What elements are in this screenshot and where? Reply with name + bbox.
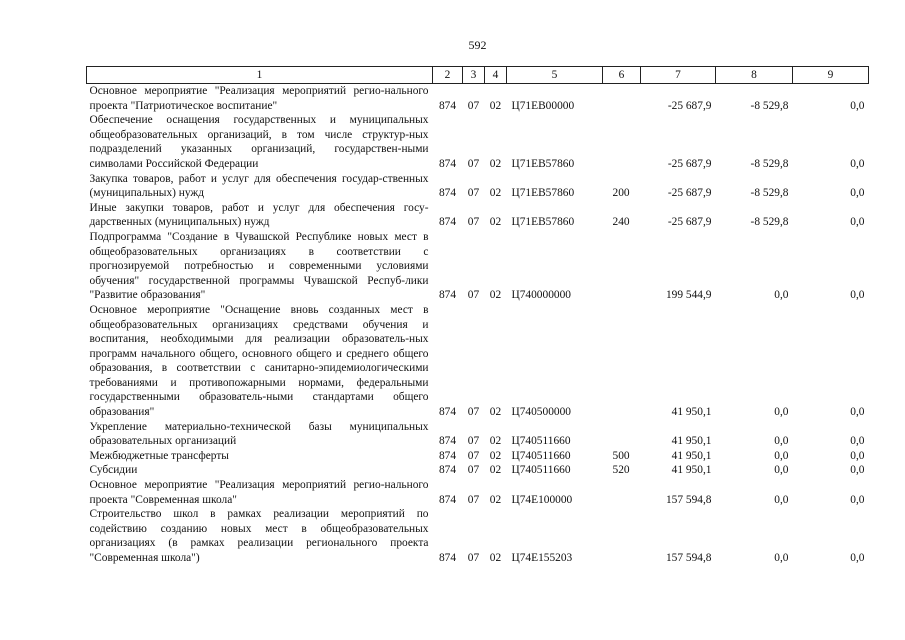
amount-col8-cell: 0,0	[774, 406, 789, 419]
target-article-cell: Ц74E100000	[511, 493, 573, 506]
row-name-cell: Закупка товаров, работ и услуг для обеспечения государ-ственных (муниципальных) нужд	[89, 172, 429, 200]
target-article-cell: Ц71EВ00000	[511, 99, 575, 112]
header-cell: 2	[433, 67, 463, 84]
subsection-code-cell: 02	[489, 187, 502, 200]
section-code-cell: 07	[467, 99, 480, 112]
amount-col8-cell: -8 529,8	[750, 99, 789, 112]
ministry-code-cell: 874	[438, 406, 457, 419]
ministry-code-cell: 874	[438, 493, 457, 506]
header-cell: 3	[463, 67, 485, 84]
target-article-cell: Ц740511660	[511, 449, 571, 462]
section-code-cell: 07	[467, 493, 480, 506]
amount-col9-cell: 0,0	[850, 552, 865, 564]
amount-col7-cell: 41 950,1	[671, 435, 712, 448]
ministry-code-cell: 874	[438, 157, 457, 170]
row-name-cell: Строительство школ в рамках реализации мероприятий по содействию созданию новых мест в общеобразовательных организациях (в рамках реализации регионального проекта "Современная школа")	[89, 508, 429, 564]
amount-col9-cell: 0,0	[850, 406, 865, 419]
section-code-cell: 07	[467, 449, 480, 462]
amount-col9-cell: 0,0	[850, 216, 865, 229]
header-cell: 8	[716, 67, 793, 84]
section-code-cell: 07	[467, 187, 480, 200]
table-row	[87, 84, 869, 114]
amount-col8-cell: -8 529,8	[750, 187, 789, 200]
amount-col9-cell: 0,0	[850, 187, 865, 200]
expense-type-cell	[603, 113, 641, 171]
row-name-cell: Основное мероприятие "Реализация мероприятий регио-нального проекта "Патриотическое воспитание"	[89, 85, 429, 112]
amount-col8-cell: -8 529,8	[750, 157, 789, 170]
expense-type-cell	[603, 84, 641, 114]
row-name-cell: Подпрограмма "Создание в Чувашской Республике новых мест в общеобразовательных организациях в соответствии с прогнозируемой потребностью и современными условиями обучения" государственной программы Чувашской Респуб-лики "Развитие образования"	[89, 230, 429, 302]
expense-type-cell: 200	[612, 187, 630, 200]
subsection-code-cell: 02	[489, 289, 502, 302]
target-article-cell: Ц71EВ57860	[511, 157, 575, 170]
subsection-code-cell: 02	[489, 406, 502, 419]
expense-type-cell: 520	[612, 464, 630, 477]
section-code-cell: 07	[467, 435, 480, 448]
expense-type-cell: 500	[612, 449, 630, 462]
table-row	[87, 303, 869, 420]
row-name-cell: Субсидии	[89, 464, 138, 477]
header-cell: 9	[793, 67, 869, 84]
expense-type-cell	[603, 507, 641, 565]
subsection-code-cell: 02	[489, 464, 502, 477]
amount-col7-cell: -25 687,9	[667, 99, 712, 112]
row-name-cell: Основное мероприятие "Реализация мероприятий регио-нального проекта "Современная школа"	[89, 479, 429, 506]
table-row	[87, 478, 869, 507]
row-name-cell: Иные закупки товаров, работ и услуг для обеспечения госу-дарственных (муниципальных) нужд	[89, 201, 429, 229]
amount-col9-cell: 0,0	[850, 449, 865, 462]
target-article-cell: Ц71EВ57860	[511, 216, 575, 229]
ministry-code-cell: 874	[438, 216, 457, 229]
table-row	[87, 507, 869, 565]
amount-col8-cell: 0,0	[774, 449, 789, 462]
table-body	[87, 84, 869, 566]
target-article-cell: Ц740511660	[511, 464, 571, 477]
table-row	[87, 201, 869, 230]
header-cell: 5	[507, 67, 603, 84]
section-code-cell: 07	[467, 464, 480, 477]
section-code-cell: 07	[467, 406, 480, 419]
subsection-code-cell: 02	[489, 552, 502, 564]
target-article-cell: Ц74E155203	[511, 552, 573, 564]
table-row	[87, 172, 869, 201]
amount-col7-cell: 199 544,9	[665, 289, 712, 302]
expense-type-cell	[603, 420, 641, 449]
row-name-cell: Межбюджетные трансферты	[89, 449, 229, 462]
amount-col7-cell: -25 687,9	[667, 216, 712, 229]
header-cell: 6	[603, 67, 641, 84]
amount-col9-cell: 0,0	[850, 289, 865, 302]
page-number: 592	[468, 38, 487, 52]
header-cell: 7	[641, 67, 716, 84]
amount-col8-cell: 0,0	[774, 289, 789, 302]
amount-col9-cell: 0,0	[850, 464, 865, 477]
table-row	[87, 463, 869, 478]
amount-col8-cell: 0,0	[774, 435, 789, 448]
table-row	[87, 113, 869, 171]
amount-col8-cell: -8 529,8	[750, 216, 789, 229]
subsection-code-cell: 02	[489, 216, 502, 229]
amount-col7-cell: 41 950,1	[671, 464, 712, 477]
amount-col8-cell: 0,0	[774, 464, 789, 477]
table-row	[87, 420, 869, 449]
budget-table	[86, 66, 869, 566]
section-code-cell: 07	[467, 157, 480, 170]
subsection-code-cell: 02	[489, 435, 502, 448]
amount-col7-cell: -25 687,9	[667, 187, 712, 200]
subsection-code-cell: 02	[489, 493, 502, 506]
table-row	[87, 230, 869, 303]
ministry-code-cell: 874	[438, 289, 457, 302]
expense-type-cell	[603, 230, 641, 303]
target-article-cell: Ц740000000	[511, 289, 571, 302]
target-article-cell: Ц71EВ57860	[511, 187, 575, 200]
amount-col7-cell: -25 687,9	[667, 157, 712, 170]
header-cell: 1	[87, 67, 433, 84]
section-code-cell: 07	[467, 289, 480, 302]
row-name-cell: Основное мероприятие "Оснащение вновь созданных мест в общеобразовательных организациях средствами обучения и воспитания, необходимыми для реализации образователь-ных программ начального общего, основного общего и среднего общего образования, в соответствии с санитарно-эпидемиологическими требованиями и противопожарными нормами, федеральными государственными образователь-ными стандартами общего образования"	[89, 303, 429, 419]
ministry-code-cell: 874	[438, 552, 457, 564]
amount-col9-cell: 0,0	[850, 157, 865, 170]
expense-type-cell	[603, 303, 641, 420]
expense-type-cell	[603, 478, 641, 507]
table-header-row	[87, 67, 869, 84]
section-code-cell: 07	[467, 552, 480, 564]
header-cell: 4	[485, 67, 507, 84]
target-article-cell: Ц740511660	[511, 435, 571, 448]
target-article-cell: Ц740500000	[511, 406, 571, 419]
amount-col9-cell: 0,0	[850, 435, 865, 448]
expense-type-cell: 240	[612, 216, 630, 229]
table-row	[87, 449, 869, 464]
row-name-cell: Обеспечение оснащения государственных и муниципальных общеобразовательных организаций, в том числе структур-ных подразделений указанных организаций, государствен-ными символами Российской Федерации	[89, 114, 429, 170]
subsection-code-cell: 02	[489, 157, 502, 170]
amount-col7-cell: 157 594,8	[665, 552, 712, 564]
section-code-cell: 07	[467, 216, 480, 229]
amount-col7-cell: 157 594,8	[665, 493, 712, 506]
ministry-code-cell: 874	[438, 99, 457, 112]
ministry-code-cell: 874	[438, 435, 457, 448]
subsection-code-cell: 02	[489, 99, 502, 112]
amount-col9-cell: 0,0	[850, 99, 865, 112]
ministry-code-cell: 874	[438, 187, 457, 200]
amount-col9-cell: 0,0	[850, 493, 865, 506]
subsection-code-cell: 02	[489, 449, 502, 462]
amount-col7-cell: 41 950,1	[671, 406, 712, 419]
ministry-code-cell: 874	[438, 464, 457, 477]
amount-col7-cell: 41 950,1	[671, 449, 712, 462]
amount-col8-cell: 0,0	[774, 493, 789, 506]
row-name-cell: Укрепление материально-технической базы муниципальных образовательных организаций	[89, 420, 429, 448]
amount-col8-cell: 0,0	[774, 552, 789, 564]
ministry-code-cell: 874	[438, 449, 457, 462]
